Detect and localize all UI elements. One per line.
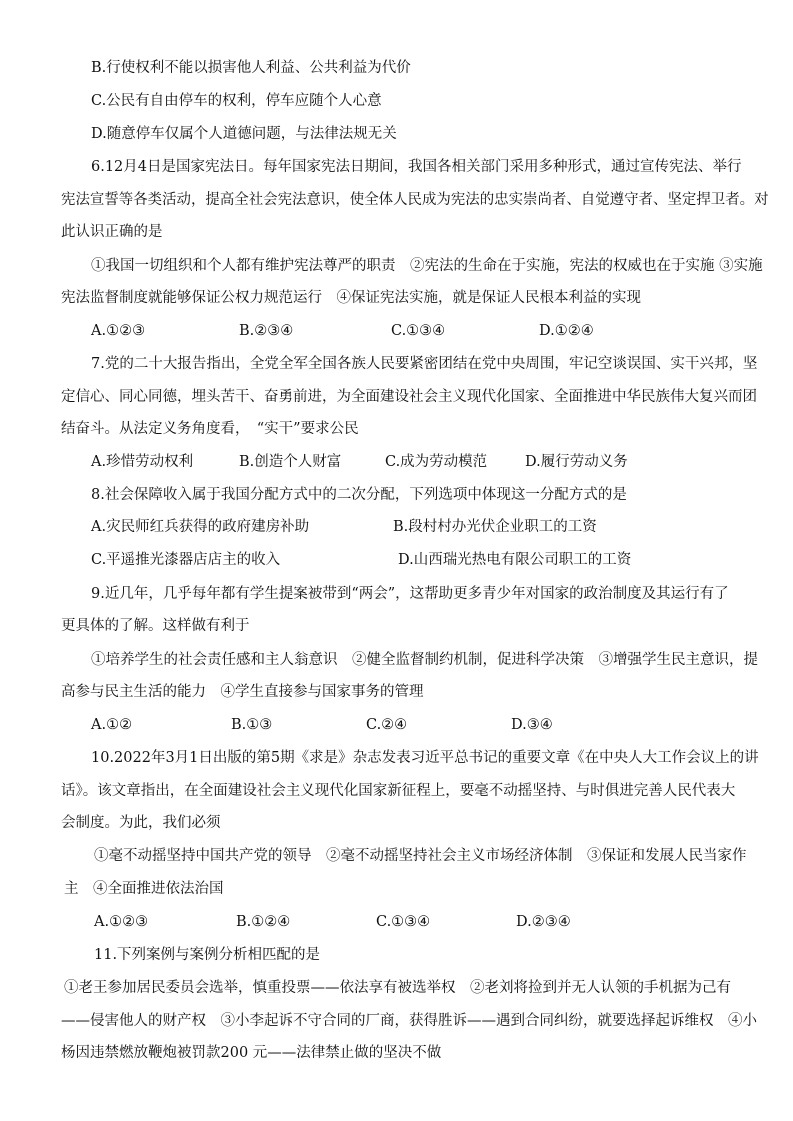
q10-stem-line: 话》。该文章指出，在全面建设社会主义现代化国家新征程上，要毫不动摇坚持、与时俱进完善人民代表大: [61, 783, 736, 799]
q11-statement-line: ——侵害他人的财产权 ③小李起诉不守合同的厂商，获得胜诉——遇到合同纠纷，就要选择起诉维权 ④小: [61, 1013, 757, 1029]
option-d: D.履行劳动义务: [525, 454, 628, 470]
option-a: A.珍惜劳动权利: [91, 454, 194, 470]
q11-statement-line: 杨因违禁燃放鞭炮被罚款200 元——法律禁止做的坚决不做: [61, 1045, 442, 1061]
option-d: D.③④: [511, 717, 553, 733]
option-a: A.①②③: [91, 323, 146, 339]
option-d: D.山西瑞光热电有限公司职工的工资: [398, 552, 632, 568]
option-c: C.成为劳动模范: [385, 454, 488, 470]
option-b: B.①③: [231, 717, 273, 733]
q9-options: [91, 715, 691, 735]
option-c: C.①③④: [391, 323, 446, 339]
option-b: B.②③④: [239, 323, 294, 339]
q7-stem-line: 结奋斗。从法定义务角度看， “实干”要求公民: [61, 421, 359, 437]
option-d: D.①②④: [539, 323, 594, 339]
q9-statement-line: 高参与民主生活的能力 ④学生直接参与国家事务的管理: [61, 684, 424, 700]
option-a: A.①②③: [94, 914, 149, 930]
q9-stem-line: 9.近几年，几乎每年都有学生提案被带到“两会”，这帮助更多青少年对国家的政治制度及其运行有了: [91, 586, 729, 602]
option-c: C.②④: [366, 717, 408, 733]
q6-stem-line: 此认识正确的是: [61, 224, 163, 240]
q6-stem-line: 宪法宣誓等各类活动，提高全社会宪法意识，使全体人民成为宪法的忠实崇尚者、自觉遵守者、坚定捍卫者。对: [61, 192, 769, 208]
option-b: B.①②④: [236, 914, 291, 930]
q6-statement-line: 宪法监督制度就能够保证公权力规范运行 ④保证宪法实施，就是保证人民根本利益的实现: [61, 290, 641, 306]
q10-statement-line: ①毫不动摇坚持中国共产党的领导 ②毫不动摇坚持社会主义市场经济体制 ③保证和发展人民当家作: [94, 848, 747, 864]
option-b: B.创造个人财富: [239, 454, 342, 470]
q7-stem-line: 定信心、同心同德，埋头苦干、奋勇前进，为全面建设社会主义现代化国家、全面推进中华民族伟大复兴而团: [61, 389, 757, 405]
q8-options-row: [91, 517, 691, 537]
q6-stem-line: 6.12月4日是国家宪法日。每年国家宪法日期间，我国各相关部门采用多种形式，通过宣传宪法、举行: [91, 159, 742, 175]
option-a: A.灾民师红兵获得的政府建房补助: [91, 519, 310, 535]
q10-statement-line: 主 ④全面推进依法治国: [64, 881, 224, 897]
q6-statement-line: ①我国一切组织和个人都有维护宪法尊严的职责 ②宪法的生命在于实施，宪法的权威也在于实施 ③实施: [91, 258, 763, 274]
q7-options: [91, 452, 691, 472]
option-c: C.①③④: [376, 914, 431, 930]
q11-stem-line: 11.下列案例与案例分析相匹配的是: [94, 947, 321, 963]
q7-stem-line: 7.党的二十大报告指出，全党全军全国各族人民要紧密团结在党中央周围，牢记空谈误国、实干兴邦，坚: [91, 356, 758, 372]
q9-statement-line: ①培养学生的社会责任感和主人翁意识 ②健全监督制约机制，促进科学决策 ③增强学生民主意识，提: [91, 652, 758, 668]
q5-option-d: D.随意停车仅属个人道德问题，与法律法规无关: [91, 126, 397, 142]
option-b: B.段村村办光伏企业职工的工资: [393, 519, 597, 535]
option-c: C.平遥推光漆器店店主的收入: [91, 552, 281, 568]
q11-statement-line: ①老王参加居民委员会选举，慎重投票——依法享有被选举权 ②老刘将捡到并无人认领的手机据为己有: [64, 980, 731, 996]
q8-options-row: [91, 550, 691, 570]
q6-options: [91, 321, 691, 341]
q10-options: [94, 912, 694, 932]
q5-option-c: C.公民有自由停车的权利，停车应随个人心意: [91, 93, 382, 109]
q10-stem-line: 10.2022年3月1日出版的第5期《求是》杂志发表习近平总书记的重要文章《在中央人大工作会议上的讲: [91, 750, 759, 766]
q10-stem-line: 会制度。为此，我们必须: [61, 815, 221, 831]
option-d: D.②③④: [516, 914, 571, 930]
option-a: A.①②: [91, 717, 133, 733]
q9-stem-line: 更具体的了解。这样做有利于: [61, 618, 250, 634]
q8-stem-line: 8.社会保障收入属于我国分配方式中的二次分配，下列选项中体现这一分配方式的是: [91, 487, 627, 503]
q5-option-b: B.行使权利不能以损害他人利益、公共利益为代价: [91, 60, 411, 76]
